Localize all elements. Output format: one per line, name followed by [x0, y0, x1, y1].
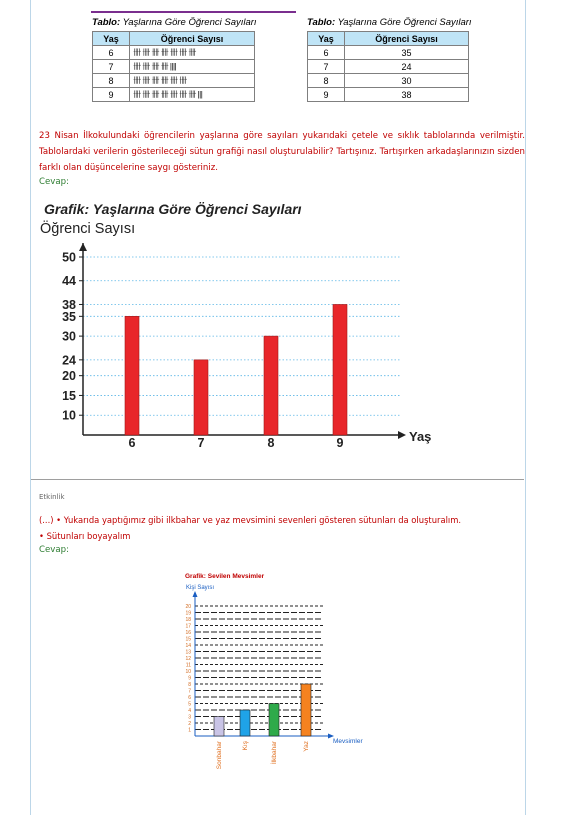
x-axis-label: Mevsimler: [333, 738, 363, 745]
bar: [214, 717, 224, 737]
x-tick-label: 9: [336, 436, 344, 450]
y-axis-label: Öğrenci Sayısı: [40, 221, 136, 237]
y-tick-label: 15: [185, 636, 191, 643]
age-cell: 9: [93, 88, 130, 102]
x-tick-label: Yaz: [303, 741, 310, 752]
x-tick-label: Sonbahar: [216, 741, 223, 770]
bar: [240, 710, 250, 736]
y-tick-label: 20: [185, 604, 191, 610]
y-tick-label: 3: [188, 714, 191, 721]
count-cell: 30: [345, 74, 469, 88]
tally-cell: 卌 卌 卌 卌 卌 卌 卌 |||: [130, 88, 255, 102]
section-label: Etkinlik: [39, 493, 65, 501]
y-tick-label: 16: [185, 630, 191, 636]
y-tick-label: 5: [188, 701, 191, 708]
age-cell: 6: [93, 46, 130, 60]
y-tick-label: 15: [62, 388, 76, 403]
age-cell: 7: [308, 60, 345, 74]
x-tick-label: 8: [267, 436, 275, 450]
x-tick-label: İlkbahar: [271, 741, 278, 765]
chart-title: Grafik: Yaşlarına Göre Öğrenci Sayıları: [44, 201, 302, 217]
tally-cell: 卌 卌 卌 卌 卌 卌: [130, 74, 255, 88]
y-axis-label: Kişi Sayısı: [186, 585, 215, 591]
y-tick-label: 18: [185, 617, 191, 623]
y-tick-label: 9: [188, 675, 191, 682]
y-tick-label: 8: [188, 682, 191, 688]
caption-text: Yaşlarına Göre Öğrenci Sayıları: [120, 17, 257, 28]
y-tick-label: 38: [62, 297, 76, 312]
caption-text: Yaşlarına Göre Öğrenci Sayıları: [335, 17, 472, 28]
y-tick-label: 1: [188, 727, 191, 734]
header-count: Öğrenci Sayısı: [130, 32, 255, 46]
y-tick-label: 14: [185, 643, 191, 649]
tally-cell: 卌 卌 卌 卌 ||||: [130, 60, 255, 74]
age-cell: 8: [93, 74, 130, 88]
header-age: Yaş: [308, 32, 345, 46]
y-tick-label: 13: [185, 649, 191, 656]
y-axis-arrow: [193, 591, 198, 597]
x-axis-label: Yaş: [409, 429, 432, 444]
count-cell: 38: [345, 88, 469, 102]
y-tick-label: 44: [62, 274, 76, 289]
y-tick-label: 35: [62, 309, 76, 324]
count-cell: 24: [345, 60, 469, 74]
y-tick-label: 12: [185, 656, 191, 662]
activity-text: (...) • Yukarıda yaptığımız gibi ilkbahar ve yaz mevsimini sevenleri gösteren sütunları da oluşturalım.: [39, 515, 462, 525]
y-tick-label: 50: [62, 250, 76, 265]
y-tick-label: 30: [62, 329, 76, 344]
header-count: Öğrenci Sayısı: [345, 32, 469, 46]
y-tick-label: 10: [185, 669, 191, 675]
y-tick-label: 19: [185, 610, 191, 617]
question-text: 23 Nisan İlkokulundaki öğrencilerin yaşlarına göre sayıları yukarıdaki çetele ve sıklık tablolarında verilmiştir. Tablolardaki verilerin gösterileceği sütun grafiği nasıl oluşturulabilir? Tartışınız. Tartışırken arkadaşlarınızın sizden farklı olan düşüncelerine saygı gösteriniz.: [39, 131, 525, 173]
age-cell: 6: [308, 46, 345, 60]
answer-label-2: Cevap:: [39, 545, 69, 555]
caption-bold: Tablo:: [92, 17, 121, 28]
header-age: Yaş: [93, 32, 130, 46]
x-tick-label: 6: [128, 436, 136, 450]
y-tick-label: 17: [185, 623, 191, 630]
age-cell: 9: [308, 88, 345, 102]
x-tick-label: 7: [197, 436, 205, 450]
y-tick-label: 4: [188, 708, 191, 714]
y-tick-label: 10: [62, 408, 76, 423]
x-tick-label: Kış: [242, 741, 249, 751]
count-cell: 35: [345, 46, 469, 60]
bar: [301, 684, 311, 736]
y-tick-label: 24: [62, 353, 76, 368]
chart-title: Grafik: Sevilen Mevsimler: [185, 573, 265, 580]
bar: [269, 704, 279, 737]
age-cell: 7: [93, 60, 130, 74]
y-tick-label: 7: [188, 688, 191, 695]
y-tick-label: 2: [188, 721, 191, 727]
activity-bullet: • Sütunları boyayalım: [39, 531, 131, 541]
age-cell: 8: [308, 74, 345, 88]
caption-bold: Tablo:: [307, 17, 336, 28]
tally-cell: 卌 卌 卌 卌 卌 卌 卌: [130, 46, 255, 60]
y-tick-label: 11: [185, 662, 191, 669]
y-tick-label: 6: [188, 695, 191, 701]
y-tick-label: 20: [62, 369, 76, 384]
answer-label: Cevap:: [39, 177, 69, 187]
